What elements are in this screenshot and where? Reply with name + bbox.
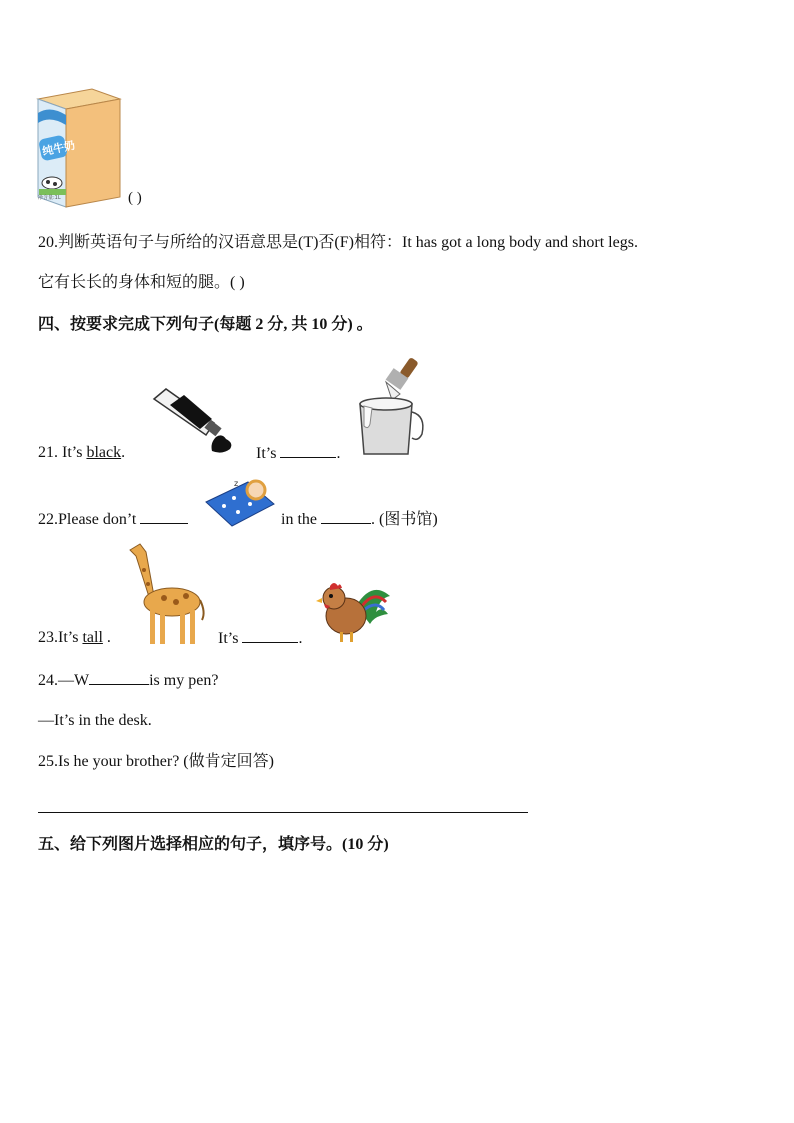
- q21-part2-prefix: It’s: [256, 445, 281, 462]
- q21-answer-blank[interactable]: [280, 443, 336, 458]
- q21-line: [38, 443, 125, 463]
- q25-text: 25.Is he your brother? (做肯定回答): [38, 753, 274, 770]
- q22-prefix: 22.Please don’t: [38, 511, 141, 528]
- q22-suffix: . (图书馆): [371, 511, 438, 528]
- paint-bucket-image: [352, 354, 432, 458]
- section-4-heading: 四、按要求完成下列句子(每题 2 分, 共 10 分) 。: [38, 316, 373, 333]
- q24-line: [38, 670, 218, 691]
- q21-word: black: [86, 444, 122, 461]
- q23-line: [38, 628, 111, 648]
- q22-blank-1[interactable]: [140, 509, 188, 524]
- q22-line: [38, 509, 188, 530]
- q23-prefix: 23.It’s: [38, 629, 83, 646]
- q25-answer-line[interactable]: [38, 812, 528, 813]
- q20-line2: 它有长长的身体和短的腿。( ): [38, 274, 245, 291]
- giraffe-image: [124, 540, 208, 646]
- q23-answer-blank[interactable]: [242, 628, 298, 643]
- milk-box-small-text: 净含量:1L: [38, 195, 61, 201]
- q23-word: tall: [82, 629, 103, 646]
- rooster-image: [312, 576, 392, 644]
- q24-blank[interactable]: [89, 670, 149, 685]
- q22-blank-2[interactable]: [321, 509, 371, 524]
- q23-part2-prefix: It’s: [218, 630, 243, 647]
- q20-line1: 20.判断英语句子与所给的汉语意思是(T)否(F)相符：It has got a long body and short legs.: [38, 234, 638, 251]
- q23-part2: [218, 628, 302, 649]
- q23-part2-suffix: .: [298, 630, 303, 647]
- q22-part2: [281, 509, 438, 530]
- section-5-heading: 五、给下列图片选择相应的句子，填序号。(10 分): [38, 836, 389, 853]
- q22-middle: in the: [281, 511, 321, 528]
- answer-paren: ( ): [128, 190, 142, 206]
- paint-tube-image: [150, 385, 242, 457]
- q24-prefix: 24.—W: [38, 672, 90, 689]
- q21-part2: [256, 443, 340, 464]
- svg-text:z: z: [234, 479, 239, 488]
- q24-answer: —It’s in the desk.: [38, 712, 152, 729]
- sleeping-child-image: [204, 476, 276, 528]
- q21-suffix: .: [121, 444, 126, 461]
- q24-suffix: is my pen?: [149, 672, 219, 689]
- q21-prefix: 21. It’s: [38, 444, 87, 461]
- milk-box-label: 纯牛奶: [41, 138, 77, 159]
- q21-part2-suffix: .: [336, 445, 341, 462]
- q23-suffix: .: [102, 629, 111, 646]
